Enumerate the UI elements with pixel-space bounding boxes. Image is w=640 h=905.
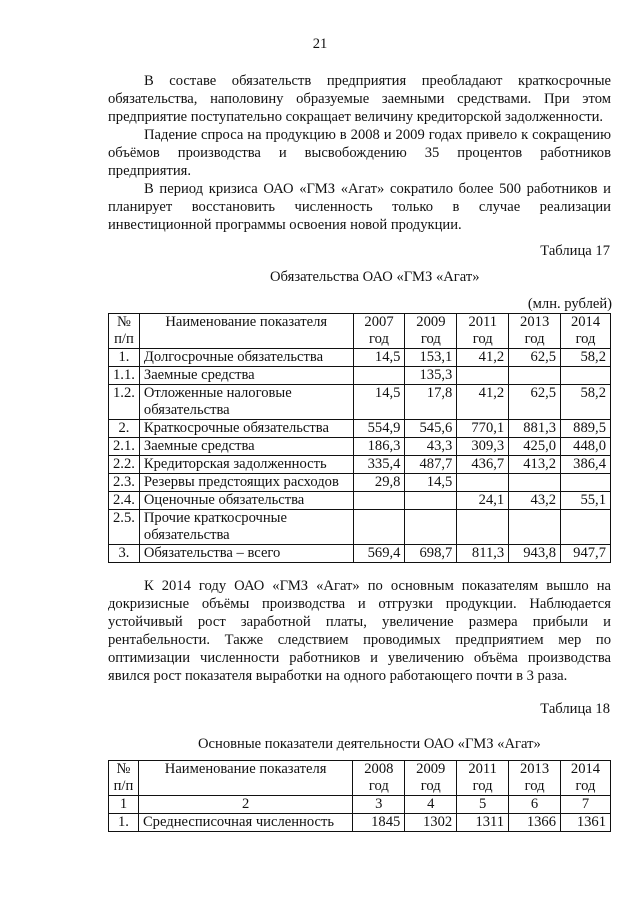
- row-value: 569,4: [353, 545, 405, 563]
- row-num: 2.5.: [109, 510, 140, 545]
- header-num: № п/п: [109, 761, 139, 796]
- row-value: 43,2: [509, 492, 561, 510]
- row-num: 2.2.: [109, 456, 140, 474]
- row-value: 58,2: [561, 385, 611, 420]
- header-num: № п/п: [109, 314, 140, 349]
- row-value: [457, 474, 509, 492]
- row-value: 62,5: [509, 385, 561, 420]
- row-value: 448,0: [561, 438, 611, 456]
- row-name: Краткосрочные обязательства: [139, 420, 353, 438]
- row-num: 2.4.: [109, 492, 140, 510]
- table-18: [108, 760, 611, 832]
- paragraph: Падение спроса на продукцию в 2008 и 2009 годах привело к сокращению объёмов производства и высвобождению 35 процентов работников предприятия.: [108, 127, 611, 179]
- table-17-unit: (млн. рублей): [527, 296, 612, 312]
- row-name: Заемные средства: [139, 438, 353, 456]
- row-value: 153,1: [405, 349, 457, 367]
- table-row: [109, 349, 611, 367]
- column-index: 1: [109, 796, 139, 814]
- row-value: 881,3: [509, 420, 561, 438]
- table-17: [108, 313, 611, 563]
- row-value: 29,8: [353, 474, 405, 492]
- row-value: 545,6: [405, 420, 457, 438]
- table-row: [109, 367, 611, 385]
- row-value: 436,7: [457, 456, 509, 474]
- row-num: 2.3.: [109, 474, 140, 492]
- row-value: [457, 510, 509, 545]
- header-name: Наименование показателя: [139, 314, 353, 349]
- row-name: Оценочные обязательства: [139, 492, 353, 510]
- row-value: 41,2: [457, 349, 509, 367]
- row-value: 55,1: [561, 492, 611, 510]
- row-value: 1845: [353, 814, 405, 832]
- row-value: 14,5: [353, 349, 405, 367]
- row-num: 1.2.: [109, 385, 140, 420]
- row-value: [509, 367, 561, 385]
- header-year: 2008 год: [353, 761, 405, 796]
- row-value: 43,3: [405, 438, 457, 456]
- column-index: 3: [353, 796, 405, 814]
- row-value: [509, 474, 561, 492]
- row-value: 1366: [509, 814, 561, 832]
- row-value: [405, 510, 457, 545]
- row-name: Заемные средства: [139, 367, 353, 385]
- row-value: 335,4: [353, 456, 405, 474]
- row-num: 1.1.: [109, 367, 140, 385]
- header-year: 2013 год: [509, 314, 561, 349]
- row-name: Прочие краткосрочные обязательства: [139, 510, 353, 545]
- row-num: 2.: [109, 420, 140, 438]
- table-header-row: [109, 314, 611, 349]
- row-value: [405, 492, 457, 510]
- header-year: 2007 год: [353, 314, 405, 349]
- row-value: 947,7: [561, 545, 611, 563]
- row-value: 770,1: [457, 420, 509, 438]
- header-name: Наименование показателя: [138, 761, 352, 796]
- column-index: 4: [405, 796, 457, 814]
- row-value: [561, 510, 611, 545]
- table-header-row: [109, 761, 611, 796]
- row-value: 487,7: [405, 456, 457, 474]
- row-value: 811,3: [457, 545, 509, 563]
- header-year: 2009 год: [405, 314, 457, 349]
- row-value: 554,9: [353, 420, 405, 438]
- row-value: 14,5: [353, 385, 405, 420]
- row-value: [457, 367, 509, 385]
- column-index: 5: [457, 796, 509, 814]
- row-name: Среднесписочная численность: [138, 814, 352, 832]
- row-value: 1311: [457, 814, 509, 832]
- header-year: 2014 год: [561, 761, 611, 796]
- row-value: [509, 510, 561, 545]
- row-value: 943,8: [509, 545, 561, 563]
- row-value: 698,7: [405, 545, 457, 563]
- row-value: 24,1: [457, 492, 509, 510]
- table-row: [109, 420, 611, 438]
- header-year: 2014 год: [561, 314, 611, 349]
- row-value: [561, 367, 611, 385]
- row-value: 386,4: [561, 456, 611, 474]
- table-row: [109, 456, 611, 474]
- row-value: 41,2: [457, 385, 509, 420]
- table-18-title: Основные показатели деятельности ОАО «ГМЗ «Агат»: [198, 736, 541, 752]
- table-row: [109, 492, 611, 510]
- table-row: [109, 474, 611, 492]
- header-year: 2013 год: [509, 761, 561, 796]
- row-value: [561, 474, 611, 492]
- row-name: Долгосрочные обязательства: [139, 349, 353, 367]
- row-value: 413,2: [509, 456, 561, 474]
- row-num: 3.: [109, 545, 140, 563]
- row-name: Обязательства – всего: [139, 545, 353, 563]
- row-value: 1361: [561, 814, 611, 832]
- row-num: 1.: [109, 349, 140, 367]
- header-year: 2011 год: [457, 314, 509, 349]
- column-index: 7: [561, 796, 611, 814]
- column-index: 2: [138, 796, 352, 814]
- row-num: 2.1.: [109, 438, 140, 456]
- table-row: [109, 385, 611, 420]
- table-row: [109, 510, 611, 545]
- table-18-label: Таблица 18: [540, 701, 610, 717]
- paragraph: К 2014 году ОАО «ГМЗ «Агат» по основным показателям вышло на докризисные объёмы производства и отгрузки продукции. Наблюдается устойчивый рост заработной платы, увеличение размера прибыли и рентабельности. Также следствием проводимых предприятием мер по оптимизации численности работников и увеличению объёма производства явился рост показателя выработки на одного работающего почти в 3 раза.: [108, 578, 611, 684]
- table-17-title: Обязательства ОАО «ГМЗ «Агат»: [270, 269, 480, 285]
- table-index-row: [109, 796, 611, 814]
- page-number: 21: [312, 36, 328, 52]
- row-value: [353, 510, 405, 545]
- row-value: 186,3: [353, 438, 405, 456]
- paragraph: В период кризиса ОАО «ГМЗ «Агат» сократило более 500 работников и планирует восстановить численность только в случае реализации инвестиционной программы освоения новой продукции.: [108, 181, 611, 233]
- row-name: Резервы предстоящих расходов: [139, 474, 353, 492]
- table-row: [109, 438, 611, 456]
- row-value: 62,5: [509, 349, 561, 367]
- table-row: [109, 545, 611, 563]
- row-value: 889,5: [561, 420, 611, 438]
- row-name: Отложенные налоговые обязательства: [139, 385, 353, 420]
- paragraph: В составе обязательств предприятия преобладают краткосрочные обязательства, наполовину образуемые заемными средствами. При этом предприятие поступательно сокращает величину кредиторской задолженности.: [108, 73, 611, 125]
- column-index: 6: [509, 796, 561, 814]
- header-year: 2011 год: [457, 761, 509, 796]
- table-row: [109, 814, 611, 832]
- row-value: 14,5: [405, 474, 457, 492]
- row-value: 135,3: [405, 367, 457, 385]
- row-value: 17,8: [405, 385, 457, 420]
- row-value: 1302: [405, 814, 457, 832]
- row-value: 309,3: [457, 438, 509, 456]
- row-num: 1.: [109, 814, 139, 832]
- row-value: [353, 492, 405, 510]
- row-value: 58,2: [561, 349, 611, 367]
- row-value: 425,0: [509, 438, 561, 456]
- table-17-label: Таблица 17: [540, 243, 610, 259]
- row-value: [353, 367, 405, 385]
- row-name: Кредиторская задолженность: [139, 456, 353, 474]
- header-year: 2009 год: [405, 761, 457, 796]
